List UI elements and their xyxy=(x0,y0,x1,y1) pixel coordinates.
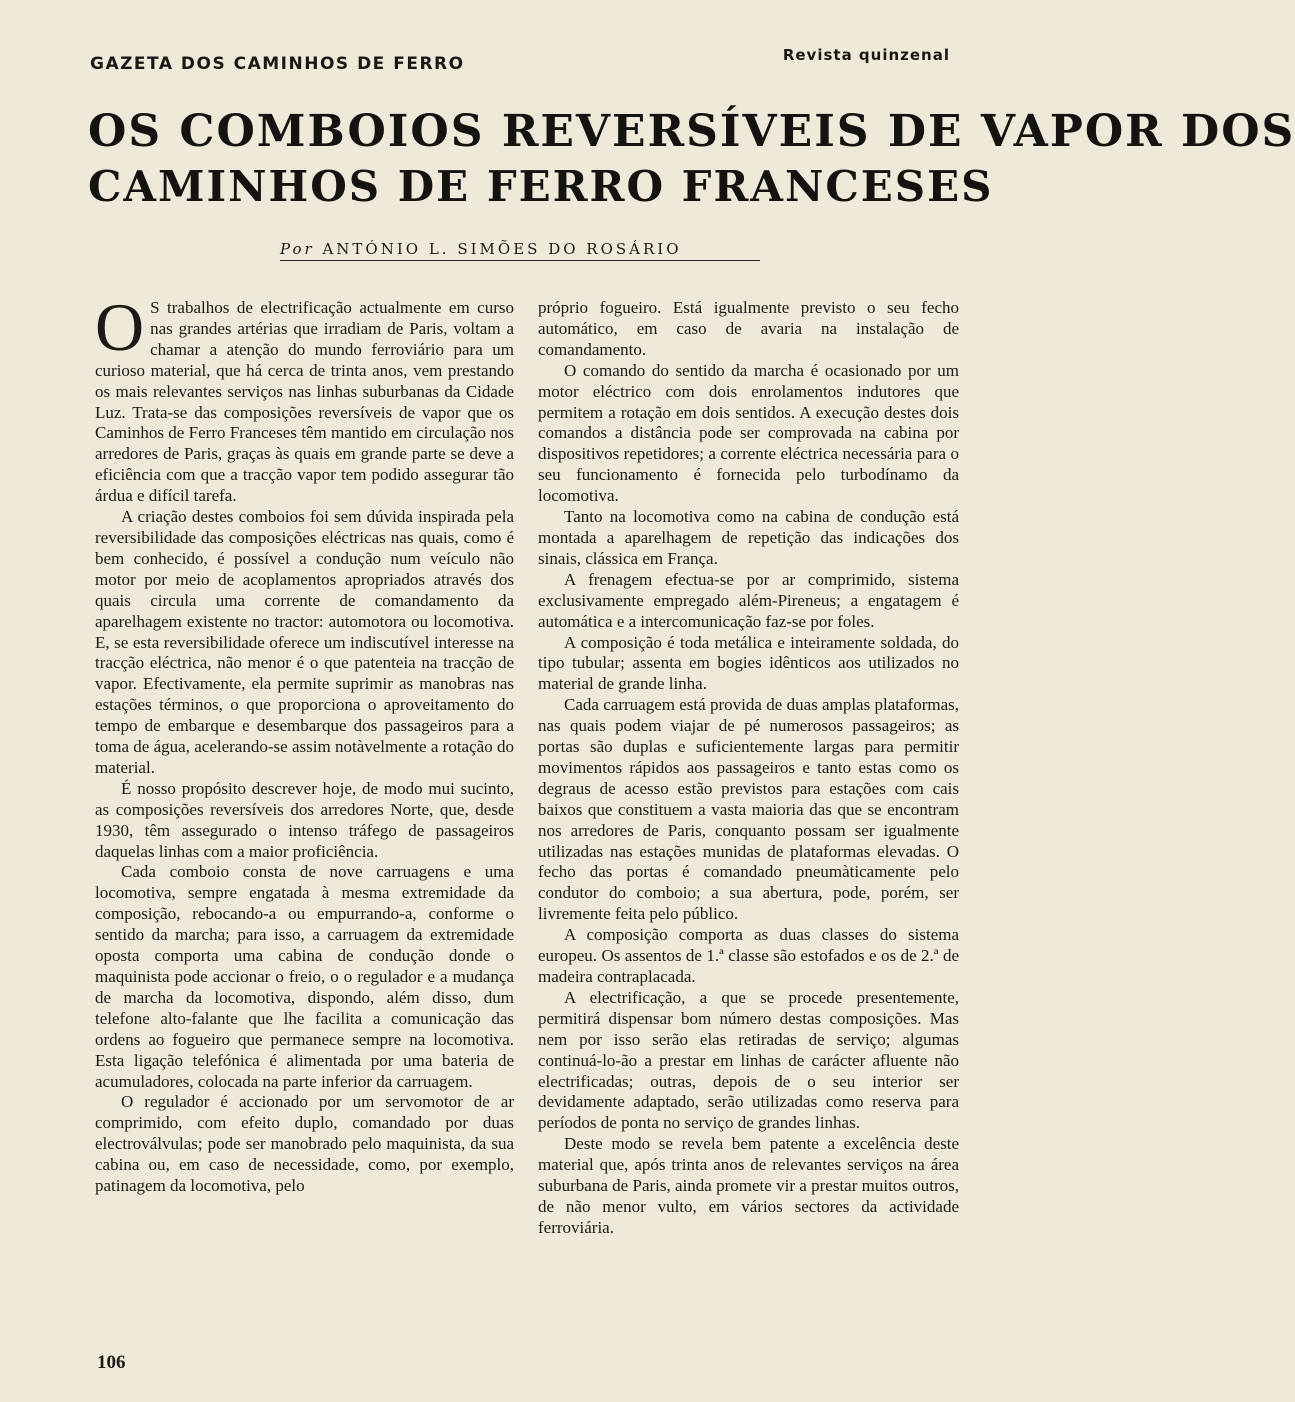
drop-cap: O xyxy=(95,289,145,365)
paragraph-4: Cada comboio consta de nove carruagens e uma locomotiva, sempre engatada à mesma extremidade da composição, rebocando-a ou empurrando-a, conforme o sentido da marcha; para isso, a carruagem da extremidade oposta comporta uma cabina de condução donde o maquinista pode accionar o freio, o o regulador e a mudança de marcha da locomotiva, dispondo, além disso, dum telefone alto-falante que lhe facilita a comunicação das ordens ao fogueiro que permanece sempre na locomotiva. Esta ligação telefónica é alimentada por uma bateria de acumuladores, colocada na parte inferior da carruagem. xyxy=(95,862,514,1091)
paragraph-5: O regulador é accionado por um servomotor de ar comprimido, com efeito duplo, comandado por duas electroválvulas; pode ser manobrado pelo maquinista, da sua cabina ou, em caso de necessidade, como, por exemplo, patinagem da locomotiva, pelo xyxy=(95,1092,514,1196)
text-column-left xyxy=(95,289,514,1197)
paragraph-10: A composição é toda metálica e inteiramente soldada, do tipo tubular; assenta em bogies idênticos aos utilizados no material de grande linha. xyxy=(538,632,959,694)
byline xyxy=(280,240,760,261)
article-title-line-2-row xyxy=(88,160,994,212)
paragraph-2: A criação destes comboios foi sem dúvida inspirada pela reversibilidade das composições eléctricas nas quais, como é bem conhecido, é possível a condução num veículo não motor por meio de acoplamentos apropriados através dos quais circula uma corrente de comandamento da aparelhagem existente no tractor: automotora ou locomotiva. E, se esta reversibilidade oferece um indiscutível interesse na tracção eléctrica, não menor é o que patenteia na tracção de vapor. Efectivamente, ela permite suprimir as manobras nas estações términos, o que proporciona o aproveitamento do tempo de embarque e desembarque dos passageiros para a toma de água, acelerando-se assim notàvelmente a rotação do material. xyxy=(95,507,514,777)
journal-frequency: Revista quinzenal xyxy=(782,46,950,64)
paragraph-6: próprio fogueiro. Está igualmente previsto o seu fecho automático, em caso de avaria na instalação de comandamento. xyxy=(538,298,959,359)
article-title-line-2: CAMINHOS DE FERRO FRANCESES xyxy=(88,161,994,211)
paragraph-9: A frenagem efectua-se por ar comprimido, sistema exclusivamente empregado além-Pireneus; a engatagem é automática e a intercomunicação faz-se por foles. xyxy=(538,569,959,631)
journal-title: GAZETA DOS CAMINHOS DE FERRO xyxy=(90,54,465,74)
paragraph-12: A composição comporta as duas classes do sistema europeu. Os assentos de 1.ª classe são estofados e os de 2.ª de madeira contraplacada. xyxy=(538,925,959,986)
paragraph-14: Deste modo se revela bem patente a excelência deste material que, após trinta anos de relevantes serviços na área suburbana de Paris, ainda promete vir a prestar muitos outros, de não menor vulto, em vários sectores da actividade ferroviária. xyxy=(538,1134,959,1237)
page-number: 106 xyxy=(97,1352,126,1373)
paragraph-3: É nosso propósito descrever hoje, de modo mui sucinto, as composições reversíveis dos arredores Norte, que, desde 1930, têm assegurado o intenso tráfego de passageiros daquelas linhas com a maior proficiência. xyxy=(95,778,514,861)
author-name: ANTÓNIO L. SIMÕES DO ROSÁRIO xyxy=(322,240,682,258)
article-title-line-1: OS COMBOIOS REVERSÍVEIS DE VAPOR DOS xyxy=(88,106,1295,157)
text-column-right xyxy=(538,298,959,1239)
paragraph-1: O S trabalhos de electrificação actualmente em curso nas grandes artérias que irradiam de Paris, voltam a chamar a atenção do mundo ferroviário para um curioso material, que há cerca de trinta anos, vem prestando os mais relevantes serviços nas linhas suburbanas da Cidade Luz. Trata-se das composições reversíveis de vapor que os Caminhos de Ferro Franceses têm mantido em circulação nos arredores de Paris, graças às quais em grande parte se deve a eficiência com que a tracção vapor tem podido assegurar tão árdua e difícil tarefa. xyxy=(95,289,514,506)
byline-prefix: Por xyxy=(280,240,315,258)
paragraph-7: O comando do sentido da marcha é ocasionado por um motor eléctrico com dois enrolamentos indutores que permitem a rotação em dois sentidos. A execução destes dois comandos a distância pode ser comprovada na cabina por dispositivos repetidores; a corrente eléctrica necessária para o seu funcionamento é fornecida pelo turbodínamo da locomotiva. xyxy=(538,360,959,506)
paragraph-8: Tanto na locomotiva como na cabina de condução está montada a aparelhagem de repetição das indicações dos sinais, clássica em França. xyxy=(538,507,959,568)
paragraph-13: A electrificação, a que se procede presentemente, permitirá dispensar bom número destas composições. Mas nem por isso serão elas retiradas de serviço; algumas continuá-lo-ão a prestar em linhas de carácter afluente não electrificadas; outras, depois de o seu interior ser devidamente adaptado, serão utilizadas como reserva para períodos de ponta no serviço de grandes linhas. xyxy=(538,987,959,1133)
paragraph-11: Cada carruagem está provida de duas amplas plataformas, nas quais podem viajar de pé numerosos passageiros; as portas são duplas e suficientemente largas para permitir movimentos rápidos aos passageiros e tanto estas como os degraus de acesso estão previstos para estações com cais baixos que constituem a vasta maioria das que se encontram nos arredores de Paris, conquanto possam ser igualmente utilizadas nas estações munidas de plataformas elevadas. O fecho das portas é comandado pneumàticamente pelo condutor do comboio; a sua abertura, pode, porém, ser livremente feita pelo público. xyxy=(538,695,959,924)
